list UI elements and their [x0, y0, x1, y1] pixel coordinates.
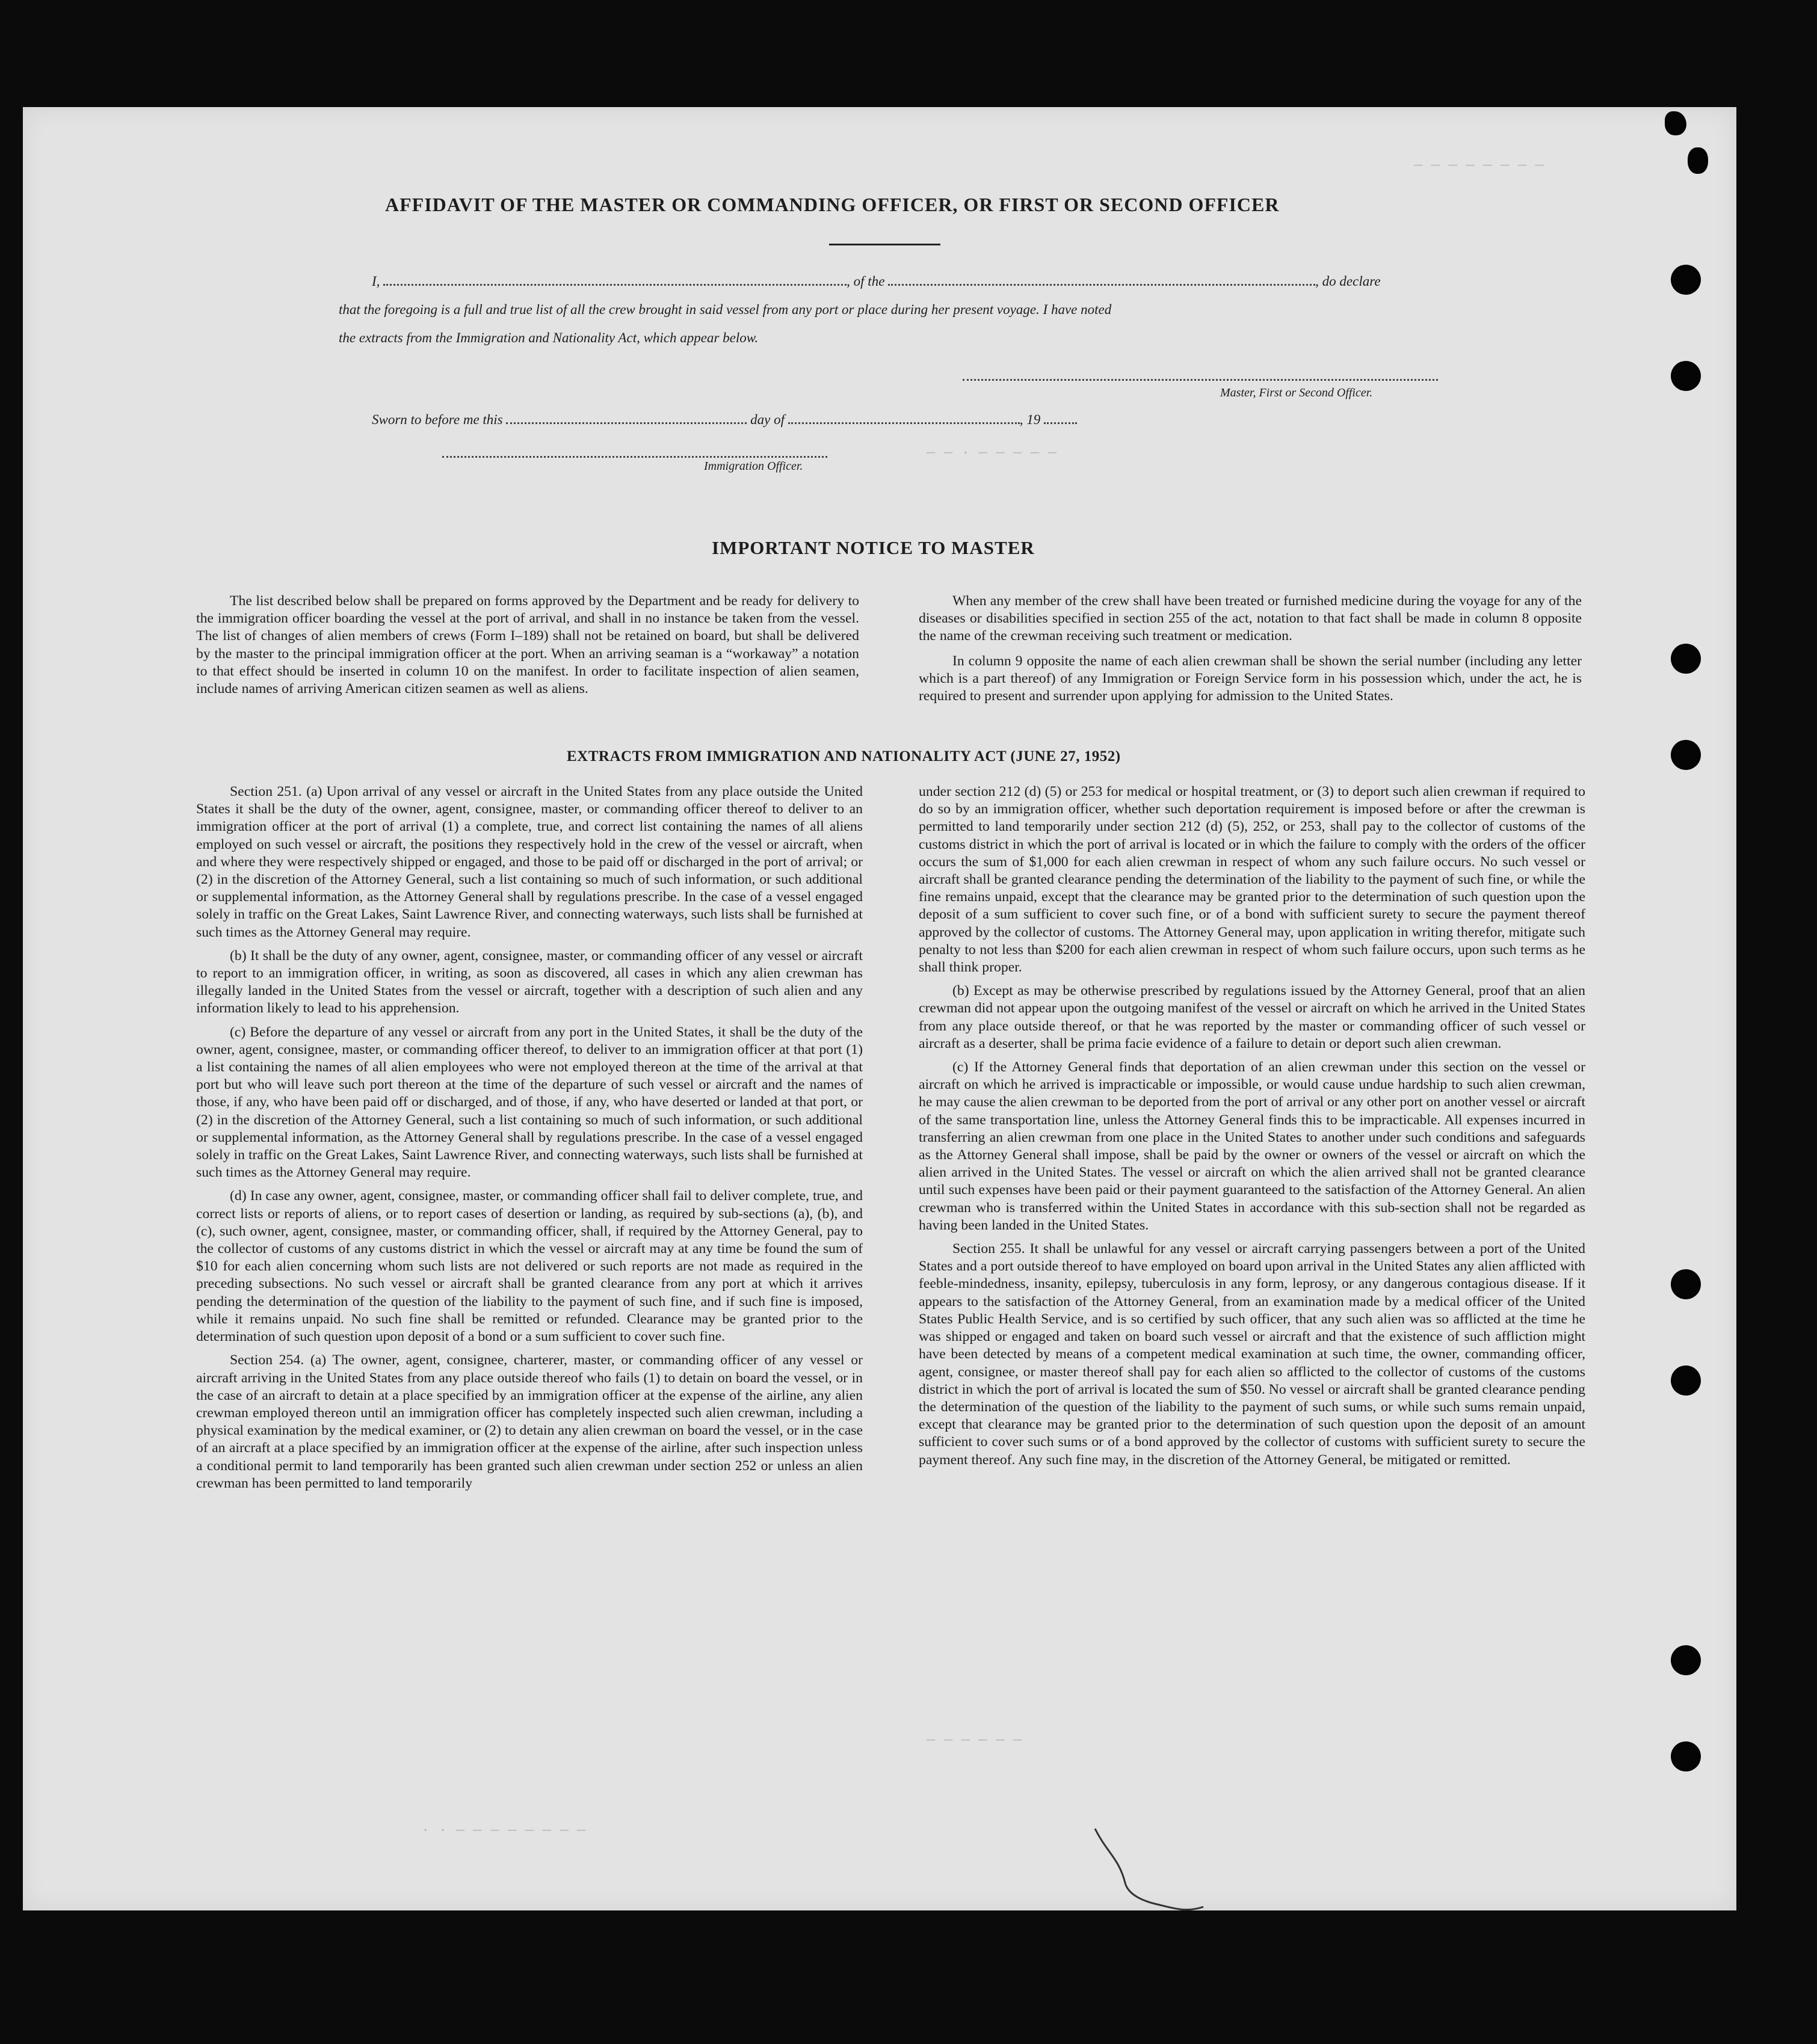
of-the-label: , of the	[847, 274, 885, 289]
extracts-left-column	[196, 783, 863, 1492]
extracts-title: EXTRACTS FROM IMMIGRATION AND NATIONALITY ACT (JUNE 27, 1952)	[567, 748, 1121, 765]
act-paragraph: (c) If the Attorney General finds that deportation of an alien crewman under this section on the vessel or aircraft on which he arrived is impracticable or impossible, or would cause undue hardship to such alien crewman, he may cause the alien crewman to be deported from the port of arrival or any other port on another vessel or aircraft of the same transportation line, unless the Attorney General finds this to be impracticable. All expenses incurred in transferring an alien crewman from one place in the United States to another under such conditions and safeguards as the Attorney General shall impose, shall be paid by the owner or owners of the vessel or aircraft on which the alien arrived in the United States. The vessel or aircraft on which the alien arrived shall not be granted clearance until such expenses have been paid or their payment guaranteed to the satisfaction of the Attorney General. An alien crewman who is transferred within the United States in accordance with this sub-section shall not be regarded as having been landed in the United States.	[919, 1059, 1585, 1233]
declarant-prefix: I,	[372, 274, 380, 289]
notice-paragraph: When any member of the crew shall have been treated or furnished medicine during the voyage for any of the diseases or disabilities specified in section 255 of the act, notation to that fact shall be made in column 8 opposite the name of the crewman receiving such treatment or medication.	[919, 593, 1582, 644]
punch-hole	[1671, 1365, 1701, 1396]
immigration-officer-caption: Immigration Officer.	[704, 460, 803, 473]
sworn-month-field[interactable]	[788, 419, 1020, 424]
bleed-through-text: — — — — — —	[927, 1732, 1022, 1749]
sworn-line	[372, 412, 1077, 428]
bleed-through-text: — — — — — — — —	[1414, 158, 1544, 174]
bleed-through-text: · · — — — — — — — —	[421, 1823, 586, 1839]
extracts-right-column	[919, 783, 1585, 1469]
affidavit-title: AFFIDAVIT OF THE MASTER OR COMMANDING OFFICER, OR FIRST OR SECOND OFFICER	[385, 194, 1280, 215]
punch-hole	[1671, 361, 1701, 391]
notice-right-column	[919, 593, 1582, 705]
punch-hole	[1671, 265, 1701, 295]
torn-corner-mark	[1665, 111, 1686, 135]
declaration-line-2: that the foregoing is a full and true list of all the crew brought in said vessel from any port or place during her present voyage. I have noted	[339, 302, 1112, 317]
declaration-line-3: the extracts from the Immigration and Nationality Act, which appear below.	[339, 330, 759, 345]
notice-paragraph: The list described below shall be prepared on forms approved by the Department and be ready for delivery to the immigration officer boarding the vessel at the port of arrival, and shall in no instance be taken from the vessel. The list of changes of alien members of crews (Form I–189) shall not be retained on board, but shall be delivered by the master to the principal immigration officer at the port. When an arriving seaman is a “workaway” a notation to that effect should be inserted in column 10 on the manifest. In order to facilitate inspection of alien seamen, include names of arriving American citizen seamen as well as aliens.	[196, 593, 859, 697]
act-paragraph: Section 254. (a) The owner, agent, consignee, charterer, master, or commanding officer of any vessel or aircraft arriving in the United States from any place outside thereof who fails (1) to detain on board the vessel, or in the case of an aircraft to detain at a place specified by an immigration officer at the expense of the airline, any alien crewman employed thereon until an immigration officer has completely inspected such alien crewman, including a physical examination by the medical examiner, or (2) to detain any alien crewman on board the vessel, or in the case of an aircraft at a place specified by an immigration officer at the expense of the airline, after such inspection unless a conditional permit to land temporarily has been granted such alien crewman under section 252 or unless an alien crewman has been permitted to land temporarily	[196, 1352, 863, 1491]
title-underline	[829, 244, 940, 245]
signature-line[interactable]	[963, 379, 1438, 381]
act-paragraph: Section 251. (a) Upon arrival of any vessel or aircraft in the United States from any place outside the United States it shall be the duty of the owner, agent, consignee, master, or commanding officer thereof to deliver to an immigration officer at the port of arrival (1) a complete, true, and correct list containing the names of all aliens employed on such vessel or aircraft, the positions they respectively hold in the crew of the vessel or aircraft, when and where they were respectively shipped or engaged, and those to be paid off or discharged in the port of arrival; or (2) in the discretion of the Attorney General, such a list containing so much of such information, or such additional or supplemental information, as the Attorney General shall by regulations prescribe. In the case of a vessel engaged solely in traffic on the Great Lakes, Saint Lawrence River, and connecting waterways, such lists shall be furnished at such times as the Attorney General may require.	[196, 784, 863, 940]
punch-hole	[1671, 1645, 1701, 1675]
sworn-year-label: , 19	[1019, 412, 1041, 427]
immigration-officer-line[interactable]	[442, 456, 827, 458]
pen-scribble-mark	[1083, 1817, 1221, 1919]
punch-hole	[1671, 644, 1701, 674]
declaration-line-1	[372, 274, 1381, 289]
punch-hole	[1671, 1741, 1701, 1772]
sworn-date-field[interactable]	[506, 419, 747, 424]
declarant-name-field[interactable]	[383, 280, 847, 286]
notice-left-column	[196, 593, 859, 698]
torn-corner-mark	[1688, 147, 1708, 174]
day-of-label: day of	[750, 412, 785, 427]
notice-title: IMPORTANT NOTICE TO MASTER	[712, 537, 1035, 558]
bleed-through-text: — — · — — — — —	[927, 445, 1057, 461]
act-paragraph: (b) Except as may be otherwise prescribed by regulations issued by the Attorney General, proof that an alien crewman did not appear upon the outgoing manifest of the vessel or aircraft on which he arrived in the United States from any place outside thereof, or that he was reported by the master or commanding officer of such vessel or aircraft as a deserter, shall be prima facie evidence of a failure to detain or deport such alien crewman.	[919, 983, 1585, 1051]
signature-caption: Master, First or Second Officer.	[1220, 386, 1373, 399]
act-paragraph: (c) Before the departure of any vessel or aircraft from any port in the United States, it shall be the duty of the owner, agent, consignee, master, or commanding officer thereof, to deliver to an immigration officer at that port (1) a list containing the names of all alien employees who were not employed thereon at the time of the arrival at that port but who will leave such port thereon at the time of the departure of such vessel or aircraft and the names of those, if any, who have been paid off or discharged, and of those, if any, who have deserted or landed at that port, or (2) in the discretion of the Attorney General, such a list containing so much of such information, or such additional or supplemental information, as the Attorney General shall by regulations prescribe. In the case of a vessel engaged solely in traffic on the Great Lakes, Saint Lawrence River, and connecting waterways, such lists shall be furnished at such times as the Attorney General may require.	[196, 1024, 863, 1181]
punch-hole	[1671, 1269, 1701, 1299]
notice-paragraph: In column 9 opposite the name of each alien crewman shall be shown the serial number (including any letter which is a part thereof) of any Immigration or Foreign Service form in his possession which, under the act, he is required to present and surrender upon applying for admission to the United States.	[919, 653, 1582, 704]
act-paragraph: (d) In case any owner, agent, consignee, master, or commanding officer shall fail to deliver complete, true, and correct lists or reports of aliens, or to report cases of desertion or landing, as required by sub-sections (a), (b), and (c), such owner, agent, consignee, master, or commanding officer, shall, if required by the Attorney General, pay to the collector of customs of any customs district in which the vessel or aircraft may at any time be found the sum of $10 for each alien concerning whom such lists are not delivered or such reports are not made as required in the preceding subsections. No such vessel or aircraft shall be granted clearance from any port at which it arrives pending the determination of the question of the liability to the payment of such fine, and if such fine is imposed, while it remains unpaid. No such fine shall be remitted or refunded. Clearance may be granted prior to the determination of such question upon deposit of a bond or a sum sufficient to cover such fine.	[196, 1188, 863, 1345]
sworn-prefix: Sworn to before me this	[372, 412, 503, 427]
do-declare-label: , do declare	[1315, 274, 1381, 289]
act-paragraph: (b) It shall be the duty of any owner, agent, consignee, master, or commanding officer of any vessel or aircraft to report to an immigration officer, in writing, as soon as discovered, all cases in which any alien crewman has illegally landed in the United States from the vessel or aircraft, together with a description of such alien and any information likely to lead to his apprehension.	[196, 947, 863, 1017]
sworn-year-field[interactable]	[1044, 419, 1077, 424]
act-paragraph: Section 255. It shall be unlawful for any vessel or aircraft carrying passengers between a port of the United States and a port outside thereof to have employed on board upon arrival in the United States any alien afflicted with feeble-mindedness, insanity, epilepsy, tuberculosis in any form, leprosy, or any dangerous contagious disease. If it appears to the satisfaction of the Attorney General, from an examination made by a medical officer of the United States Public Health Service, and is so certified by such officer, that any such alien was so afflicted at the time he was shipped or engaged and taken on board such vessel or aircraft and that the existence of such affliction might have been detected by means of a competent medical examination at such time, the owner, commanding officer, agent, consignee, or master thereof shall pay for each alien so afflicted to the collector of customs of the customs district in which the port of arrival is located the sum of $50. No vessel or aircraft shall be granted clearance pending the determination of the question of the liability to the payment of such sums, or while such sums remain unpaid, except that clearance may be granted prior to the determination of such question upon the deposit of an amount sufficient to cover such sums or of a bond approved by the collector of customs with sufficient surety to secure the payment thereof. Any such fine may, in the discretion of the Attorney General, be mitigated or remitted.	[919, 1241, 1585, 1468]
act-paragraph: under section 212 (d) (5) or 253 for medical or hospital treatment, or (3) to deport such alien crewman if required to do so by an immigration officer, whether such deportation requirement is imposed before or after the crewman is permitted to land temporarily under section 212 (d) (5), 252, or 253, shall pay to the collector of customs of the customs district in which the port of arrival is located or in which the failure to comply with the orders of the officer occurs the sum of $1,000 for each alien crewman in respect of whom any such failure occurs. No such vessel or aircraft shall be granted clearance pending the determination of the liability to the payment of such fine, or while the fine remains unpaid, except that the clearance may be granted prior to the determination of such question upon the deposit of a sum sufficient to cover such fine, or of a bond with sufficient surety to secure the payment thereof approved by the collector of customs. The Attorney General may, upon application in writing therefor, mitigate such penalty to not less than $200 for each alien crewman in respect of whom such failure occurs, upon such terms as he shall think proper.	[919, 784, 1585, 976]
punch-hole	[1671, 740, 1701, 770]
vessel-name-field[interactable]	[888, 280, 1315, 286]
